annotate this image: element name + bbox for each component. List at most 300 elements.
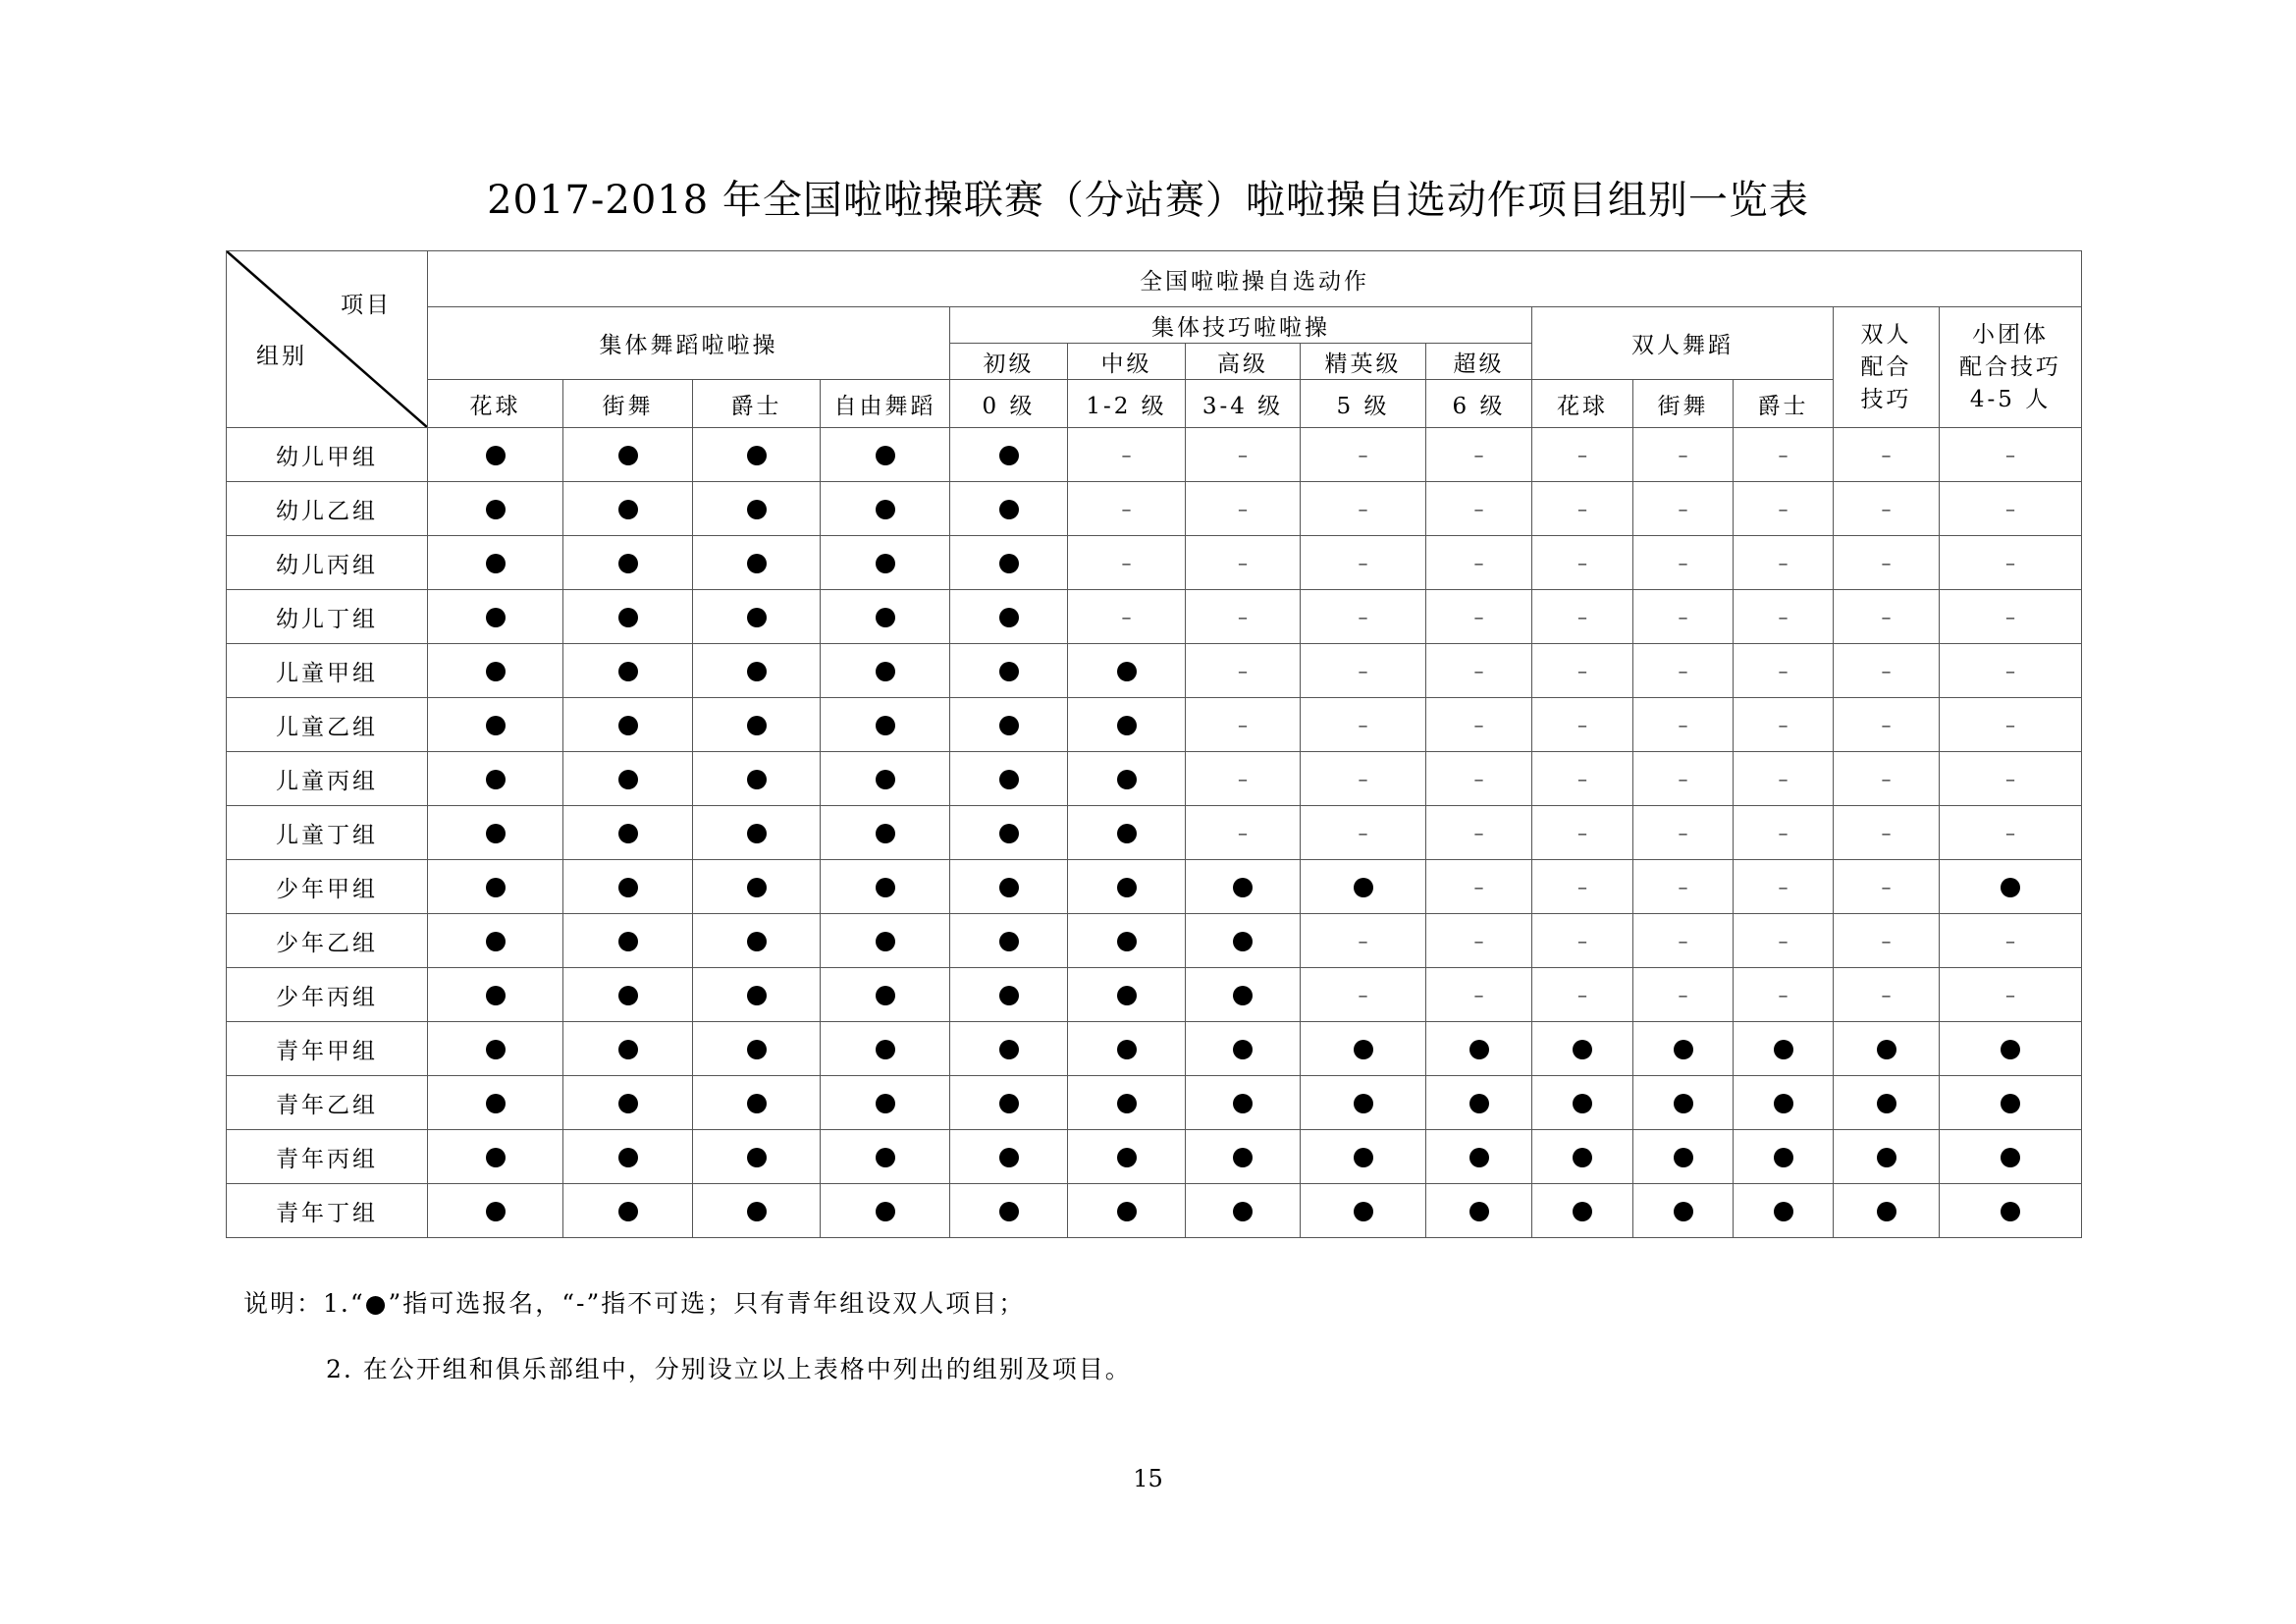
- table-cell: [950, 644, 1068, 698]
- allowed-dot-icon: [747, 1202, 767, 1221]
- allowed-dot-icon: [1117, 716, 1137, 735]
- allowed-dot-icon: [747, 662, 767, 681]
- table-cell: [1301, 1076, 1426, 1130]
- not-allowed-dash: –: [2005, 605, 2016, 628]
- table-cell: [1633, 590, 1734, 644]
- allowed-dot-icon: [876, 770, 895, 789]
- not-allowed-dash: –: [1473, 659, 1484, 682]
- not-allowed-dash: –: [1577, 821, 1587, 844]
- not-allowed-dash: –: [1881, 821, 1892, 844]
- allowed-dot-icon: [747, 878, 767, 897]
- allowed-dot-icon: [876, 986, 895, 1005]
- table-cell: [563, 482, 693, 536]
- allowed-dot-icon: [1233, 1094, 1253, 1113]
- not-allowed-dash: –: [1778, 659, 1789, 682]
- table-cell: [1940, 914, 2082, 968]
- table-cell: [1186, 860, 1301, 914]
- not-allowed-dash: –: [1358, 497, 1368, 520]
- allowed-dot-icon: [618, 446, 638, 465]
- allowed-dot-icon: [1354, 1040, 1373, 1059]
- allowed-dot-icon: [999, 824, 1019, 843]
- table-cell: [1301, 1022, 1426, 1076]
- allowed-dot-icon: [618, 554, 638, 573]
- table-cell: [563, 536, 693, 590]
- row-label: 幼儿乙组: [227, 482, 428, 536]
- table-cell: [821, 1076, 950, 1130]
- allowed-dot-icon: [1354, 878, 1373, 897]
- table-cell: [1186, 914, 1301, 968]
- table-cell: [821, 914, 950, 968]
- table-cell: [821, 482, 950, 536]
- allowed-dot-icon: [1774, 1148, 1793, 1167]
- table-row: [227, 914, 2082, 968]
- not-allowed-dash: –: [1121, 605, 1132, 628]
- table-cell: [1532, 644, 1633, 698]
- table-cell: [821, 644, 950, 698]
- table-cell: [950, 1184, 1068, 1238]
- allowed-dot-icon: [486, 554, 506, 573]
- allowed-dot-icon: [2001, 1094, 2020, 1113]
- table-cell: [950, 428, 1068, 482]
- table-cell: [1426, 968, 1532, 1022]
- table-cell: [1532, 698, 1633, 752]
- not-allowed-dash: –: [1778, 497, 1789, 520]
- table-cell: [1633, 968, 1734, 1022]
- table-cell: [1834, 1022, 1940, 1076]
- not-allowed-dash: –: [1577, 929, 1587, 952]
- allowed-dot-icon: [486, 1094, 506, 1113]
- allowed-dot-icon: [618, 716, 638, 735]
- not-allowed-dash: –: [1577, 551, 1587, 574]
- table-body: [227, 251, 2082, 1238]
- allowed-dot-icon: [1354, 1202, 1373, 1221]
- table-cell: [1068, 1184, 1186, 1238]
- allowed-dot-icon: [1117, 932, 1137, 951]
- not-allowed-dash: –: [1678, 821, 1688, 844]
- table-cell: [1734, 860, 1834, 914]
- not-allowed-dash: –: [1778, 767, 1789, 790]
- table-cell: [563, 428, 693, 482]
- table-cell: [428, 1076, 563, 1130]
- table-cell: [1940, 1184, 2082, 1238]
- not-allowed-dash: –: [1678, 875, 1688, 898]
- table-cell: [1734, 914, 1834, 968]
- table-cell: [1301, 806, 1426, 860]
- table-cell: [1186, 482, 1301, 536]
- allowed-dot-icon: [1233, 1040, 1253, 1059]
- table-row: [227, 644, 2082, 698]
- allowed-dot-icon: [1233, 1148, 1253, 1167]
- table-cell: [428, 1130, 563, 1184]
- not-allowed-dash: –: [1881, 551, 1892, 574]
- not-allowed-dash: –: [1358, 551, 1368, 574]
- table-cell: [1532, 860, 1633, 914]
- table-cell: [693, 590, 821, 644]
- table-cell: [1834, 482, 1940, 536]
- table-cell: [428, 698, 563, 752]
- allowed-dot-icon: [618, 878, 638, 897]
- table-cell: [563, 644, 693, 698]
- table-cell: [821, 428, 950, 482]
- table-row: [227, 1184, 2082, 1238]
- row-label: 青年甲组: [227, 1022, 428, 1076]
- table-cell: [1734, 536, 1834, 590]
- level-header: 中级: [1068, 344, 1186, 380]
- allowed-dot-icon: [1233, 1202, 1253, 1221]
- table-row: [227, 536, 2082, 590]
- table-cell: [1301, 698, 1426, 752]
- table-cell: [1633, 1184, 1734, 1238]
- allowed-dot-icon: [1117, 770, 1137, 789]
- table-cell: [821, 860, 950, 914]
- table-cell: [428, 590, 563, 644]
- allowed-dot-icon: [618, 662, 638, 681]
- allowed-dot-icon: [1233, 932, 1253, 951]
- allowed-dot-icon: [999, 446, 1019, 465]
- not-allowed-dash: –: [1577, 443, 1587, 466]
- table-cell: [1186, 1076, 1301, 1130]
- allowed-dot-icon: [747, 770, 767, 789]
- row-label: 青年丁组: [227, 1184, 428, 1238]
- not-allowed-dash: –: [1121, 551, 1132, 574]
- not-allowed-dash: –: [1577, 713, 1587, 736]
- page-title: 2017-2018 年全国啦啦操联赛（分站赛）啦啦操自选动作项目组别一览表: [487, 178, 1809, 223]
- allowed-dot-icon: [876, 446, 895, 465]
- table-cell: [1301, 1184, 1426, 1238]
- table-cell: [1532, 536, 1633, 590]
- allowed-dot-icon: [1573, 1040, 1592, 1059]
- table-cell: [1532, 914, 1633, 968]
- header-row-2: [227, 307, 2082, 344]
- not-allowed-dash: –: [1238, 659, 1248, 682]
- table-cell: [1633, 1022, 1734, 1076]
- not-allowed-dash: –: [1358, 605, 1368, 628]
- subheader-cell: 1-2 级: [1068, 380, 1186, 428]
- table-cell: [1301, 752, 1426, 806]
- table-cell: [1734, 590, 1834, 644]
- allowed-dot-icon: [618, 824, 638, 843]
- table-cell: [1940, 860, 2082, 914]
- not-allowed-dash: –: [1577, 983, 1587, 1006]
- not-allowed-dash: –: [1358, 713, 1368, 736]
- allowed-dot-icon: [999, 662, 1019, 681]
- table-cell: [563, 590, 693, 644]
- table-cell: [693, 860, 821, 914]
- table-cell: [1186, 428, 1301, 482]
- allowed-dot-icon: [1354, 1094, 1373, 1113]
- table-cell: [1426, 1022, 1532, 1076]
- table-cell: [1532, 1022, 1633, 1076]
- allowed-dot-icon: [1233, 986, 1253, 1005]
- table-cell: [1940, 968, 2082, 1022]
- note-line-2: 2. 在公开组和俱乐部组中，分别设立以上表格中列出的组别及项目。: [326, 1355, 1132, 1383]
- table-cell: [693, 644, 821, 698]
- not-allowed-dash: –: [2005, 551, 2016, 574]
- table-cell: [563, 1130, 693, 1184]
- allowed-dot-icon: [1774, 1094, 1793, 1113]
- allowed-dot-icon: [1877, 1040, 1896, 1059]
- subheader-cell: 爵士: [1734, 380, 1834, 428]
- allowed-dot-icon: [747, 500, 767, 519]
- table-cell: [1834, 1184, 1940, 1238]
- allowed-dot-icon: [1877, 1094, 1896, 1113]
- table-cell: [1186, 752, 1301, 806]
- subheader-cell: 5 级: [1301, 380, 1426, 428]
- table-cell: [821, 1130, 950, 1184]
- allowed-dot-icon: [1117, 824, 1137, 843]
- table-cell: [693, 1130, 821, 1184]
- table-cell: [693, 428, 821, 482]
- not-allowed-dash: –: [1778, 551, 1789, 574]
- not-allowed-dash: –: [1678, 551, 1688, 574]
- table-cell: [428, 1184, 563, 1238]
- allowed-dot-icon: [876, 878, 895, 897]
- allowed-dot-icon: [876, 608, 895, 627]
- table-cell: [1940, 536, 2082, 590]
- table-cell: [693, 752, 821, 806]
- table-row: [227, 1130, 2082, 1184]
- subheader-cell: 3-4 级: [1186, 380, 1301, 428]
- table-cell: [1734, 698, 1834, 752]
- allowed-dot-icon: [2001, 1148, 2020, 1167]
- table-cell: [821, 1022, 950, 1076]
- allowed-dot-icon: [747, 608, 767, 627]
- not-allowed-dash: –: [2005, 497, 2016, 520]
- table-cell: [1834, 968, 1940, 1022]
- table-cell: [821, 752, 950, 806]
- allowed-dot-icon: [876, 662, 895, 681]
- table-cell: [428, 968, 563, 1022]
- pair-stunt-line-1: 双人: [1860, 321, 1912, 348]
- table-cell: [1532, 482, 1633, 536]
- allowed-dot-icon: [1469, 1040, 1489, 1059]
- not-allowed-dash: –: [1358, 821, 1368, 844]
- level-header: 高级: [1186, 344, 1301, 380]
- table-row: [227, 860, 2082, 914]
- corner-group-label: 组别: [256, 344, 307, 369]
- table-cell: [1633, 536, 1734, 590]
- table-cell: [693, 1022, 821, 1076]
- table-cell: [1940, 590, 2082, 644]
- small-group-line-1: 小团体: [1972, 321, 2050, 348]
- allowed-dot-icon: [486, 932, 506, 951]
- not-allowed-dash: –: [1778, 875, 1789, 898]
- allowed-dot-icon: [1674, 1202, 1693, 1221]
- not-allowed-dash: –: [1678, 497, 1688, 520]
- table-cell: [1426, 590, 1532, 644]
- allowed-dot-icon: [999, 554, 1019, 573]
- table-cell: [1301, 644, 1426, 698]
- level-header: 超级: [1426, 344, 1532, 380]
- table-row: [227, 428, 2082, 482]
- allowed-dot-icon: [747, 554, 767, 573]
- table-cell: [950, 914, 1068, 968]
- table-cell: [821, 806, 950, 860]
- allowed-dot-icon: [1354, 1148, 1373, 1167]
- table-cell: [1940, 644, 2082, 698]
- not-allowed-dash: –: [2005, 929, 2016, 952]
- allowed-dot-icon: [747, 986, 767, 1005]
- table-cell: [821, 590, 950, 644]
- allowed-dot-icon: [1117, 1040, 1137, 1059]
- table-cell: [1734, 428, 1834, 482]
- table-cell: [1426, 536, 1532, 590]
- allowed-dot-icon: [747, 824, 767, 843]
- table-cell: [1186, 698, 1301, 752]
- not-allowed-dash: –: [1678, 443, 1688, 466]
- table-row: [227, 1022, 2082, 1076]
- not-allowed-dash: –: [1473, 605, 1484, 628]
- table-cell: [563, 914, 693, 968]
- table-cell: [693, 698, 821, 752]
- allowed-dot-icon: [486, 446, 506, 465]
- table-cell: [950, 806, 1068, 860]
- row-label: 青年乙组: [227, 1076, 428, 1130]
- pair-stunt-line-2: 配合: [1860, 353, 1912, 380]
- table-cell: [1940, 698, 2082, 752]
- allowed-dot-icon: [999, 986, 1019, 1005]
- not-allowed-dash: –: [1678, 659, 1688, 682]
- table-cell: [1068, 644, 1186, 698]
- subheader-cell: 街舞: [1633, 380, 1734, 428]
- table-cell: [1186, 1184, 1301, 1238]
- table-cell: [1068, 806, 1186, 860]
- table-cell: [1186, 1022, 1301, 1076]
- allowed-dot-icon: [999, 878, 1019, 897]
- allowed-dot-icon: [876, 1148, 895, 1167]
- table-cell: [563, 1076, 693, 1130]
- table-cell: [1532, 1130, 1633, 1184]
- group-header-small-group: [1940, 307, 2082, 428]
- table-cell: [693, 968, 821, 1022]
- table-row: [227, 1076, 2082, 1130]
- not-allowed-dash: –: [2005, 821, 2016, 844]
- allowed-dot-icon: [618, 1094, 638, 1113]
- table-cell: [821, 698, 950, 752]
- not-allowed-dash: –: [1473, 551, 1484, 574]
- table-cell: [1940, 428, 2082, 482]
- header-row-1: [227, 251, 2082, 307]
- table-cell: [563, 698, 693, 752]
- allowed-dot-icon: [486, 608, 506, 627]
- corner-header: [227, 251, 428, 428]
- row-label: 幼儿甲组: [227, 428, 428, 482]
- table-cell: [693, 1184, 821, 1238]
- allowed-dot-icon: [747, 1148, 767, 1167]
- small-group-line-2: 配合技巧: [1959, 353, 2062, 380]
- not-allowed-dash: –: [1121, 443, 1132, 466]
- competition-table: [226, 250, 2082, 1238]
- allowed-dot-icon: [1877, 1202, 1896, 1221]
- not-allowed-dash: –: [1238, 443, 1248, 466]
- table-cell: [1068, 1022, 1186, 1076]
- subheader-cell: 花球: [428, 380, 563, 428]
- table-cell: [1301, 914, 1426, 968]
- table-cell: [1301, 1130, 1426, 1184]
- not-allowed-dash: –: [1577, 497, 1587, 520]
- allowed-dot-icon: [876, 824, 895, 843]
- not-allowed-dash: –: [1881, 767, 1892, 790]
- not-allowed-dash: –: [1473, 443, 1484, 466]
- subheader-cell: 花球: [1532, 380, 1633, 428]
- table-cell: [563, 1022, 693, 1076]
- table-cell: [693, 1076, 821, 1130]
- table-row: [227, 482, 2082, 536]
- level-header: 初级: [950, 344, 1068, 380]
- not-allowed-dash: –: [1881, 659, 1892, 682]
- allowed-dot-icon: [1573, 1094, 1592, 1113]
- allowed-dot-icon: [1117, 878, 1137, 897]
- not-allowed-dash: –: [1577, 875, 1587, 898]
- not-allowed-dash: –: [1358, 929, 1368, 952]
- allowed-dot-icon: [1117, 1202, 1137, 1221]
- subheader-cell: 爵士: [693, 380, 821, 428]
- allowed-dot-icon: [999, 608, 1019, 627]
- table-cell: [428, 752, 563, 806]
- table-cell: [563, 806, 693, 860]
- table-cell: [1068, 860, 1186, 914]
- table-cell: [1426, 428, 1532, 482]
- allowed-dot-icon: [1774, 1040, 1793, 1059]
- table-cell: [1068, 1130, 1186, 1184]
- table-cell: [1186, 1130, 1301, 1184]
- table-cell: [1532, 968, 1633, 1022]
- not-allowed-dash: –: [1473, 767, 1484, 790]
- allowed-dot-icon: [747, 1094, 767, 1113]
- table-cell: [1068, 968, 1186, 1022]
- not-allowed-dash: –: [2005, 767, 2016, 790]
- not-allowed-dash: –: [1678, 767, 1688, 790]
- not-allowed-dash: –: [2005, 983, 2016, 1006]
- allowed-dot-icon: [999, 1094, 1019, 1113]
- allowed-dot-icon: [1469, 1202, 1489, 1221]
- allowed-dot-icon: [999, 932, 1019, 951]
- not-allowed-dash: –: [2005, 713, 2016, 736]
- table-cell: [1068, 590, 1186, 644]
- allowed-dot-icon: [999, 716, 1019, 735]
- table-cell: [950, 698, 1068, 752]
- group-header-pair-stunt: [1834, 307, 1940, 428]
- allowed-dot-icon: [1469, 1094, 1489, 1113]
- table-cell: [428, 914, 563, 968]
- allowed-dot-icon: [1877, 1148, 1896, 1167]
- table-cell: [428, 644, 563, 698]
- not-allowed-dash: –: [1881, 983, 1892, 1006]
- table-cell: [1633, 644, 1734, 698]
- table-cell: [950, 1076, 1068, 1130]
- table-cell: [1068, 1076, 1186, 1130]
- table-cell: [1633, 1076, 1734, 1130]
- table-cell: [1834, 644, 1940, 698]
- table-cell: [950, 590, 1068, 644]
- allowed-dot-icon: [876, 1202, 895, 1221]
- table-cell: [1532, 806, 1633, 860]
- table-cell: [950, 482, 1068, 536]
- allowed-dot-icon: [486, 662, 506, 681]
- table-row: [227, 698, 2082, 752]
- allowed-dot-icon: [1573, 1148, 1592, 1167]
- table-cell: [950, 1130, 1068, 1184]
- not-allowed-dash: –: [1238, 713, 1248, 736]
- allowed-dot-icon: [2001, 1202, 2020, 1221]
- table-cell: [1834, 590, 1940, 644]
- table-cell: [1834, 914, 1940, 968]
- table-cell: [693, 536, 821, 590]
- subheader-cell: 自由舞蹈: [821, 380, 950, 428]
- small-group-line-3: 4-5 人: [1969, 386, 2052, 412]
- table-cell: [1834, 1130, 1940, 1184]
- allowed-dot-icon: [999, 500, 1019, 519]
